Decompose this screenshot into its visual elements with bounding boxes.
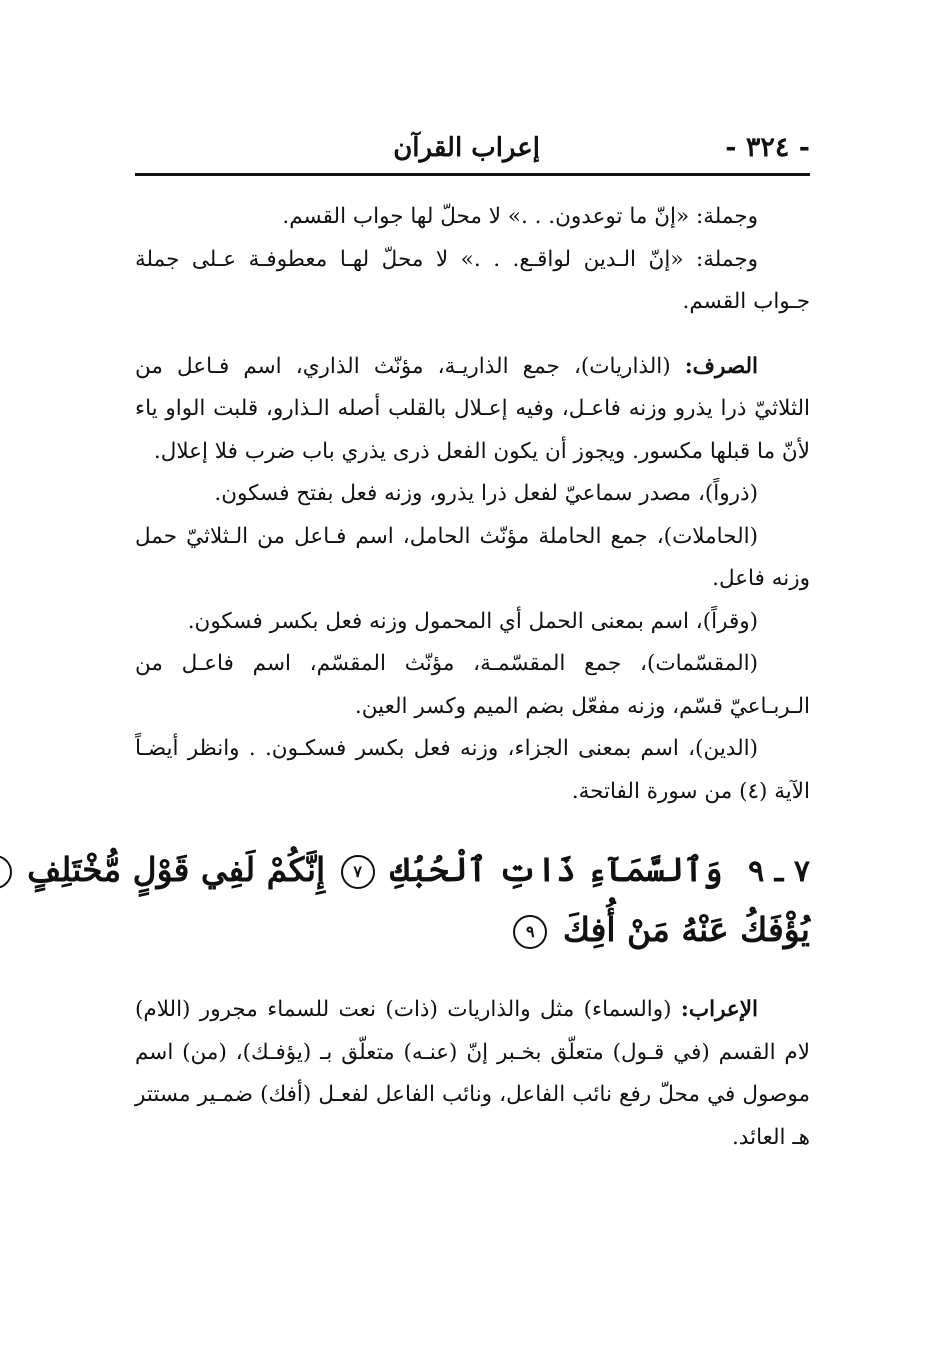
quran-verse-block: [27, 841, 810, 959]
sentence-note-1: وجملة: «إنّ ما توعدون. . .» لا محلّ لها جواب القسم.: [282, 204, 758, 229]
sarf-paragraph-2: (ذرواً)، مصدر سماعيّ لفعل ذرا يذرو، وزنه فعل بفتح فسكون.: [214, 481, 758, 506]
verse-text-2: يُؤْفَكُ عَنْهُ مَنْ أُفِكَ: [562, 910, 810, 949]
sentence-note-2: وجملة: «إنّ الـدين لواقـع. . .» لا محلّ لهـا معطوفـة عـلى جملة جـواب القسم.: [135, 246, 810, 314]
verse-reference: ٧ ـ ٩: [748, 854, 810, 889]
header-rule: [135, 173, 810, 176]
ayah-number-7: ٧: [341, 855, 375, 889]
ayah-number-9: ٩: [513, 915, 547, 949]
irab-text: (والسماء) مثل والذاريات (ذات) نعت للسماء مجرور (اللام) لام القسم (في قـول) متعلّق بخـبر إنّ (عنـه) متعلّق بـ (يؤفـك)، (من) اسم موصول في محلّ رفع نائب الفاعل، ونائب الفاعل لفعـل (أفك) ضمـير مستتر هـ العائد.: [135, 997, 810, 1150]
spacer: [135, 324, 810, 346]
book-page: [27, 128, 810, 1150]
page-number: - ٣٢٤ -: [725, 132, 810, 163]
sarf-paragraph-6: (الدين)، اسم بمعنى الجزاء، وزنه فعل بكسر فسكـون. . وانظر أيضـاً الآية (٤) من سورة الفاتحة.: [135, 736, 810, 804]
page-header: [135, 128, 810, 172]
verse-line-1: [27, 841, 810, 901]
sarf-label: الصرف:: [684, 353, 758, 379]
page-body: [27, 196, 810, 1159]
irab-paragraph: [135, 989, 810, 1159]
irab-label: الإعراب:: [680, 997, 758, 1022]
verse-text-1a: وَٱلسَّمَآءِ ذَاتِ ٱلْحُبُكِ: [390, 850, 723, 889]
verse-line-2: [135, 901, 810, 959]
sarf-text: (الذاريات)، جمع الذاريـة، مؤنّث الذاري، اسم فـاعل من الثلاثيّ ذرا يذرو وزنه فاعـل، وفيه إعـلال بالقلب أصله الـذارو، قلبت الواو ياء لأنّ ما قبلها مكسور. ويجوز أن يكون الفعل ذرى يذري باب ضرب فلا إعلال.: [135, 353, 810, 464]
sarf-paragraph-5: (المقسّمات)، جمع المقسّمـة، مؤنّث المقسّم، اسم فاعـل من الـربـاعيّ قسّم، وزنه مفعّل بضم الميم وكسر العين.: [135, 651, 810, 719]
sarf-paragraph-4: (وقراً)، اسم بمعنى الحمل أي المحمول وزنه فعل بكسر فسكون.: [187, 608, 758, 634]
ayah-number-8: [0, 855, 12, 889]
running-title: إعراب القرآن: [393, 133, 540, 163]
verse-text-1b: إِنَّكُمْ لَفِي قَوْلٍ مُّخْتَلِفٍ: [27, 850, 326, 889]
sarf-paragraph: [135, 346, 810, 474]
sarf-paragraph-3: (الحاملات)، جمع الحاملة مؤنّث الحامل، اسم فـاعل من الـثلاثيّ حمل وزنه فاعل.: [135, 523, 810, 591]
